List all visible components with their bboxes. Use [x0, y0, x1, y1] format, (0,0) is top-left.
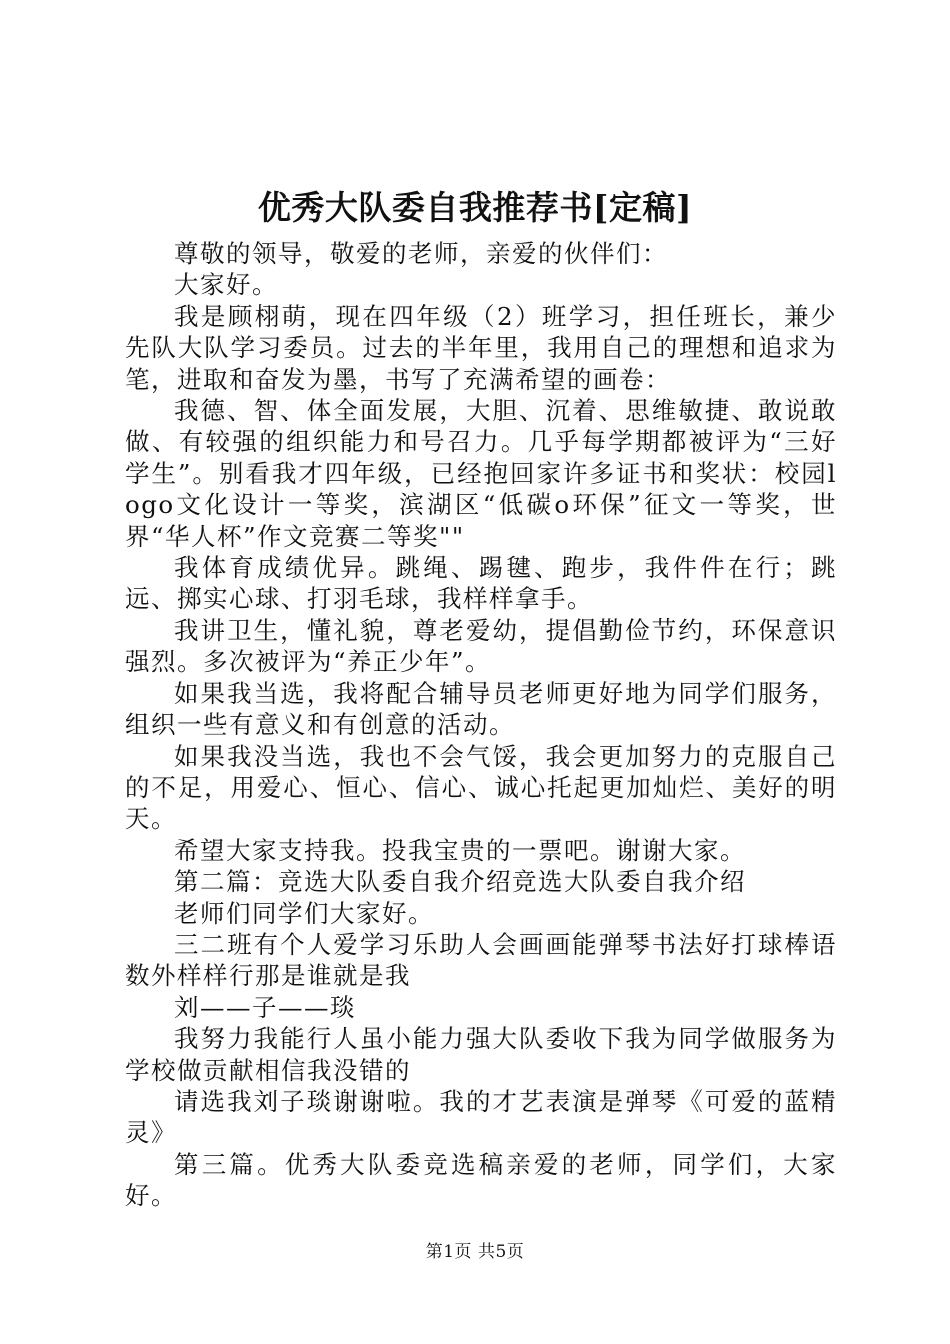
section-heading: 第三篇。优秀大队委竞选稿亲爱的老师，同学们，大家好。	[125, 1149, 837, 1211]
paragraph: 请选我刘子琰谢谢啦。我的才艺表演是弹琴《可爱的蓝精灵》	[125, 1086, 837, 1148]
paragraph: 如果我没当选，我也不会气馁，我会更加努力的克服自己的不足，用爱心、恒心、信心、诚心托起更加灿烂、美好的明天。	[125, 741, 837, 834]
page-number: 第1页 共5页	[425, 1242, 525, 1262]
paragraph: 我努力我能行人虽小能力强大队委收下我为同学做服务为学校做贡献相信我没错的	[125, 1024, 837, 1085]
paragraph: 尊敬的领导，敬爱的老师，亲爱的伙伴们：	[174, 239, 668, 268]
paragraph: 刘——子——琰	[174, 992, 356, 1022]
paragraph: 我是顾栩萌，现在四年级（2）班学习，担任班长，兼少先队大队学习委员。过去的半年里，我用自己的理想和追求为笔，进取和奋发为墨，书写了充满希望的画卷：	[125, 301, 837, 394]
section-heading: 第二篇：竞选大队委自我介绍竞选大队委自我介绍	[174, 867, 746, 897]
paragraph: 大家好。	[174, 270, 278, 300]
paragraph: 希望大家支持我。投我宝贵的一票吧。谢谢大家。	[174, 835, 746, 865]
paragraph: 三二班有个人爱学习乐助人会画画能弹琴书法好打球棒语数外样样行那是谁就是我	[125, 929, 837, 991]
document-body	[125, 238, 837, 1212]
paragraph: 我体育成绩优异。跳绳、踢毽、跑步，我件件在行；跳远、掷实心球、打羽毛球，我样样拿手。	[125, 553, 837, 614]
document-title: 优秀大队委自我推荐书[定稿]	[257, 188, 693, 227]
paragraph: 我讲卫生，懂礼貌，尊老爱幼，提倡勤俭节约，环保意识强烈。多次被评为“养正少年”。	[125, 615, 837, 677]
paragraph: 老师们同学们大家好。	[174, 898, 434, 928]
paragraph: 我德、智、体全面发展，大胆、沉着、思维敏捷、敢说敢做、有较强的组织能力和号召力。几乎每学期都被评为“三好学生”。别看我才四年级，已经抱回家许多证书和奖状：校园logo文化设计一等奖，滨湖区“低碳o环保”征文一等奖，世界“华人杯”作文竞赛二等奖""	[125, 396, 837, 551]
paragraph: 如果我当选，我将配合辅导员老师更好地为同学们服务，组织一些有意义和有创意的活动。	[125, 678, 837, 740]
